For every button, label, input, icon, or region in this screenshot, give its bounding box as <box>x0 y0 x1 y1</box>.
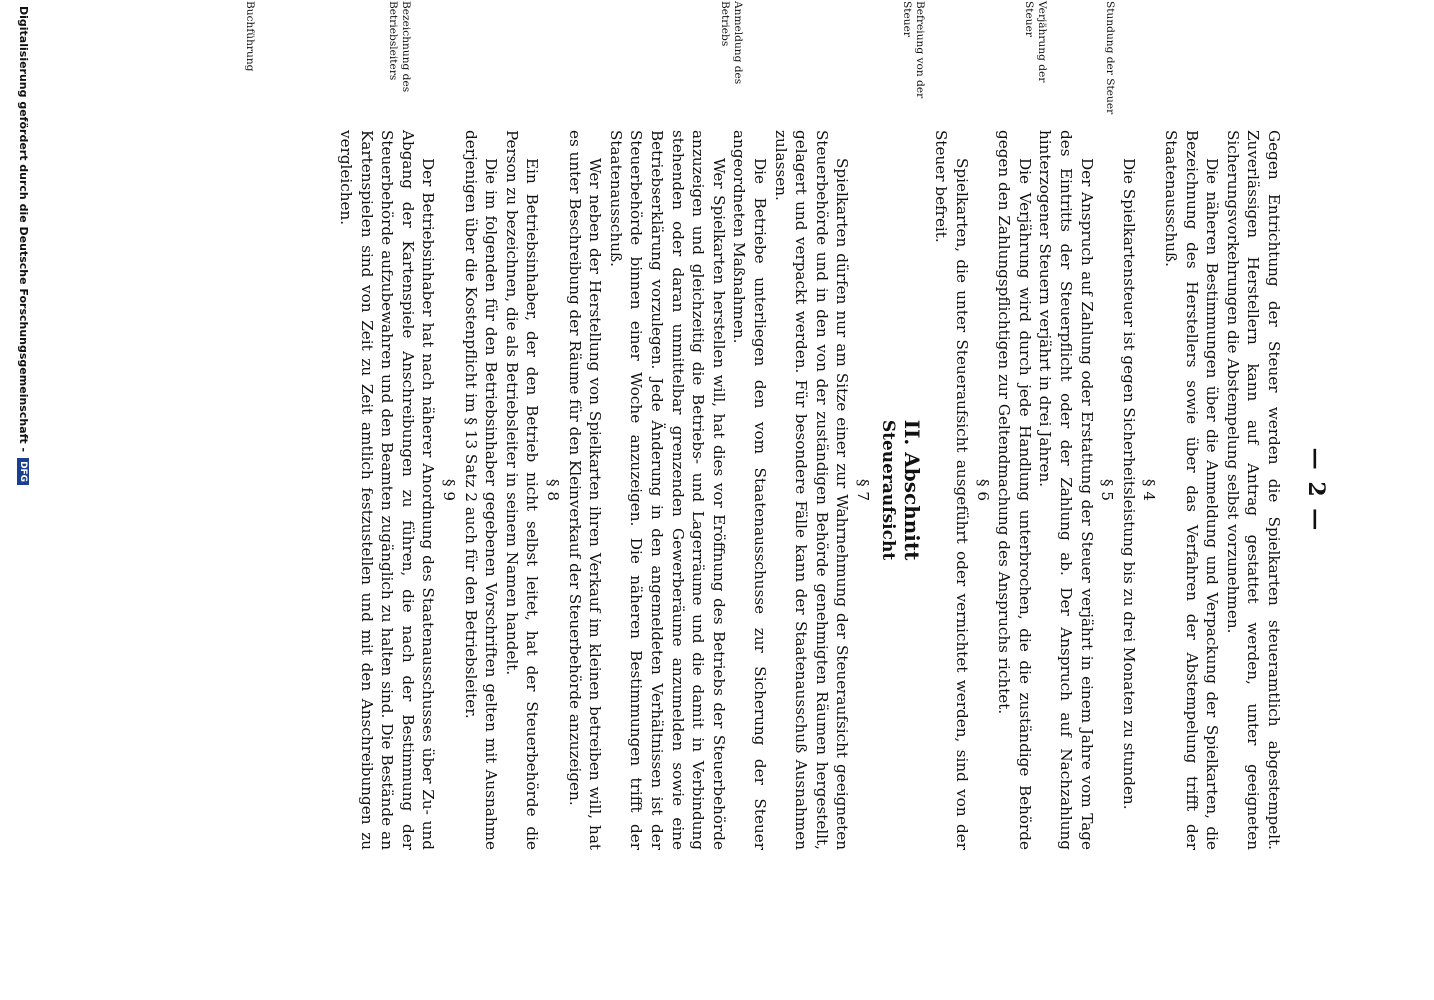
credit-text: Digitalisierung gefördert durch die Deutsche Forschungsgemeinschaft - <box>17 6 30 453</box>
paragraph: Die Verjährung wird durch jede Handlung unterbrochen, die die zuständige Behörde gegen den Zahlungspflichtigen zur Geltendmachung des Anspruchs richtet. <box>995 130 1034 850</box>
paragraph: Ein Betriebsinhaber, der den Betrieb nicht selbst leitet, hat der Steuerbehörde die Person zu bezeichnen, die als Betriebsleiter in seinem Namen handelt. <box>502 130 542 850</box>
paragraph: Der Anspruch auf Zahlung oder Erstattung der Steuer verjährt in einem Jahre vom Tage des Eintritts der Steuerpflicht oder der Zahlung ab. Der Anspruch auf Nachzahlung hinterzogener Steuern verjährt in drei Jahren. <box>1036 130 1096 850</box>
margin-note-stundung: Stundung der Steuer <box>1104 1 1116 115</box>
paragraph: Die Betriebe unterliegen den vom Staatenausschusse zur Sicherung der Steuer angeordneten Maßnahmen. <box>730 130 769 850</box>
margin-note-buchfuehrung: Buchführung <box>244 1 256 72</box>
paragraph: Die näheren Bestimmungen über die Anmeldung und Verpackung der Spielkarten, die Bezeichnung des Herstellers sowie über das Verfahren der Abstempelung trifft der Staatenausschuß. <box>1162 130 1222 850</box>
paragraph-heading: § 5 <box>1098 478 1117 502</box>
section-heading: II. Abschnitt <box>899 419 924 561</box>
paragraph-heading: § 8 <box>544 478 562 502</box>
paragraph: Wer neben der Herstellung von Spielkarten ihren Verkauf im kleinen betreiben will, hat es unter Beschreibung der Räume für den Kleinverkauf der Steuerbehörde anzuzeigen. <box>565 130 605 850</box>
paragraph-heading: § 9 <box>440 478 459 502</box>
paragraph: Die im folgenden für den Betriebsinhaber gegebenen Vorschriften gelten mit Ausnahme derjenigen über die Kostenpflicht im § 13 Satz 2 auch für den Betriebsleiter. <box>461 130 501 850</box>
paragraph-heading: § 4 <box>1140 478 1159 502</box>
page-number: — 2 — <box>1303 447 1329 533</box>
document-body <box>335 130 1284 850</box>
digitization-credit <box>17 6 30 996</box>
paragraph: Der Betriebsinhaber hat nach näherer Anordnung des Staatenausschusses über Zu- und Abgang der Kartenspiele Anschreibungen zu führen, die nach der Bestimmung der Steuerbehörde aufzubewahren und den Beamten zugänglich zu halten sind. Die Bestände an Kartenspielen sind von Zeit zu Zeit amtlich festzustellen und mit den Anschreibungen zu vergleichen. <box>337 130 438 850</box>
margin-note-befreiung: Befreiung von der Steuer <box>901 1 926 99</box>
paragraph: Die Spielkartensteuer ist gegen Sicherheitsleistung bis zu drei Monaten zu stunden. <box>1119 158 1138 810</box>
dfg-logo: DFG <box>17 458 29 485</box>
margin-note-bezeichnung: Bezeichnung des Betriebsleiters <box>387 1 412 93</box>
paragraph-heading: § 6 <box>973 478 992 502</box>
section-title: Steueraufsicht <box>877 419 898 561</box>
paragraph: Spielkarten dürfen nur am Sitze einer zur Wahrnehmung der Steueraufsicht geeigneten Steuerbehörde und in den von der zuständigen Behörde genehmigten Räumen hergestellt, gelagert und verpackt werden. Für besondere Fälle kann der Staatenausschuß Ausnahmen zulassen. <box>771 130 852 850</box>
margin-note-verjaehrung: Verjährung der Steuer <box>1023 1 1048 83</box>
paragraph-heading: § 7 <box>853 478 872 502</box>
margin-note-anmeldung: Anmeldung des Betriebs <box>719 1 744 85</box>
paragraph: Spielkarten, die unter Steueraufsicht ausgeführt oder vernichtet werden, sind von der Steuer befreit. <box>932 130 972 850</box>
paragraph: Gegen Entrichtung der Steuer werden die Spielkarten steueramtlich abgestempelt. Zuverlässigen Herstellern kann auf Antrag gestattet werden, unter geeigneten Sicherungsvorkehrungen die Abstempelung selbst vorzunehmen. <box>1223 130 1283 850</box>
paragraph: Wer Spielkarten herstellen will, hat dies vor Eröffnung des Betriebs der Steuerbehörde anzuzeigen und gleichzeitig die Betriebs- und Lagerräume und die damit in Verbindung stehenden oder daran unmittelbar grenzenden Gewerberäume anzumelden sowie eine Betriebserklärung vorzulegen. Jede Änderung in den angemeldeten Verhältnissen ist der Steuerbehörde binnen einer Woche anzuzeigen. Die näheren Bestimmungen trifft der Staatenausschuß. <box>606 130 728 850</box>
